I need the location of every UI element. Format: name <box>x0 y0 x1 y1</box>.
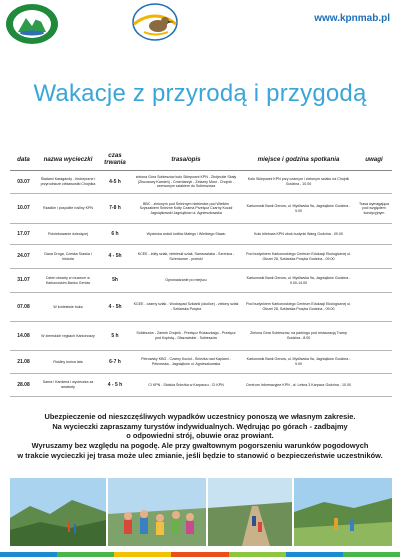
cell-place: Karkonoski Bank Genów, ul. Myśliwska 9a, Jagniątków Godzina - 9.00 <box>241 351 356 374</box>
table-row <box>10 194 392 224</box>
cell-place: Karkonoski Bank Genów, ul. Myśliwska 9a, Jagniątków Godzina - 9.00-14.00 <box>241 269 356 293</box>
photo-group <box>108 478 206 546</box>
table-header-row <box>10 148 392 171</box>
notice-line: o odpowiedni strój, obuwie oraz prowiant. <box>126 431 274 440</box>
header-place: miejsce i godzina spotkania <box>257 155 340 163</box>
cell-date: 31.07 <box>10 269 37 293</box>
color-strip-segment <box>114 552 171 557</box>
table-row <box>10 224 392 245</box>
header-notes: uwagi <box>365 155 383 163</box>
table-row <box>10 322 392 351</box>
color-strip-segment <box>343 552 400 557</box>
table-row <box>10 351 392 374</box>
cell-duration: 6 h <box>99 224 131 245</box>
cell-name: Rośliny końca lata <box>37 351 99 374</box>
cell-route: BBC - zielonym pod Śnieżnym niebieskie pod Wielkim Szyszakiem Śnieżne Kotły Czarna Przełęcz Czarny Kocioł Jagniątkowski Jagniątków ul. Agnieszkowska <box>131 194 241 224</box>
color-strip-segment <box>229 552 286 557</box>
cell-notes <box>356 322 392 351</box>
cell-place: Centrum Informacyjne KPN , ul. Leśna 3 Karpacz Godzina - 10.00 <box>241 374 356 397</box>
bird-logo-icon <box>128 2 182 42</box>
notice-line: Ubezpieczenie od nieszczęśliwych wypadków uczestnicy ponoszą we własnym zakresie. <box>44 412 356 421</box>
cell-name: Śladami Karagandy - historyczne i przyrodnicze ciekawostki Chojnika <box>37 171 99 194</box>
cell-route: zielona Góra Sobieszów koło Sklepowni KPN - Zbójeckie Skały (Zbucaowy Kamień) - Cmentarzyk - Żelazny Most - Chojnik - czerwonym szlakiem do Sobieszowa <box>131 171 241 194</box>
table-row <box>10 293 392 322</box>
cell-name: Dana Droga, Czeska Sraska i historia <box>37 245 99 269</box>
insurance-notice <box>0 412 400 441</box>
header-date: data <box>17 155 30 163</box>
cell-notes <box>356 293 392 322</box>
cell-duration: 4 - 5h <box>99 245 131 269</box>
table-row <box>10 171 392 194</box>
photo-mountains <box>10 478 106 546</box>
header-name: nazwa wycieczki <box>43 155 93 163</box>
cell-route: Oprowadzanie po miejscu <box>131 269 241 293</box>
cell-date: 10.07 <box>10 194 37 224</box>
cell-date: 24.07 <box>10 245 37 269</box>
website-link[interactable]: www.kpnmab.pl <box>314 13 390 24</box>
photo-meadow <box>294 478 392 546</box>
cell-route: Sobieszów - Zamek Chojnik - Przełęcz Różaczkago - Przełęcz pod Kopistą - Głazowiskie - Sobieszów <box>131 322 241 351</box>
cell-route: KCEE - czarny szlak - Wodospad Szklarki (okolice) - zielony szlak - Szklarska Poręba <box>131 293 241 322</box>
cell-name: Poiniekowanie dziecięcej <box>37 224 99 245</box>
cell-route: Petrowsky KBG - Czarny Kocioł - Śnieżka nad Kaplami - Petrowska - Jagniątków ul. Agnieszkowska <box>131 351 241 374</box>
notice-line: w trakcie wycieczki jej trasa może ulec zmianie, jeśli będzie to stanowić o bezpieczeństwie uczestników. <box>17 450 383 460</box>
page-header <box>0 0 400 48</box>
cell-date: 03.07 <box>10 171 37 194</box>
cell-notes <box>356 351 392 374</box>
notice-line: Wyruszamy bez względu na pogodę. Ale przy gwałtownym pogorszeniu warunków pogodowych <box>31 441 369 450</box>
national-park-logo <box>4 2 60 46</box>
cell-duration: 4 - 5h <box>99 293 131 322</box>
cell-date: 28.08 <box>10 374 37 397</box>
photo-strip <box>10 478 392 546</box>
color-strip-segment <box>286 552 343 557</box>
table-row <box>10 269 392 293</box>
photo-trail <box>208 478 292 546</box>
cell-notes <box>356 171 392 194</box>
color-strip-segment <box>57 552 114 557</box>
cell-date: 21.08 <box>10 351 37 374</box>
cell-name: Dzień otwarty w muzeum w Karkonoskim Banku Genów <box>37 269 99 293</box>
cell-name: W królestwie buka <box>37 293 99 322</box>
cell-notes <box>356 374 392 397</box>
cell-notes <box>356 224 392 245</box>
cell-notes <box>356 245 392 269</box>
cell-name: Rzadkie i pospolite rośliny KPN <box>37 194 99 224</box>
notice-line: Na wycieczki zapraszamy turystów indywidualnych. Wędrując po górach - zadbajmy <box>52 421 348 431</box>
color-strip-segment <box>0 552 57 557</box>
cell-place: Koło biletowa KPN obok budynki Wang Godzina - 09.00 <box>241 224 356 245</box>
cell-notes: Trasa wymagająca pod względem kondycyjnym <box>356 194 392 224</box>
table-row <box>10 245 392 269</box>
cell-route: Wyciecka wokół kotłów Małego i Wielkiego Stawu <box>131 224 241 245</box>
cell-date: 17.07 <box>10 224 37 245</box>
page-title: Wakacje z przyrodą i przygodą <box>33 80 367 107</box>
cell-duration: 4-5 h <box>99 171 131 194</box>
cell-route: CI KPN - Słoiska Śnieżka w Karpaczu - CI KPN <box>131 374 241 397</box>
cell-route: KCEE - żółty szlak, niebieski szlak, Samsowiaka - Szrenica - Szrenicowe - przeski <box>131 245 241 269</box>
cell-notes <box>356 269 392 293</box>
header-duration: czas trwania <box>104 152 126 166</box>
cell-name: Sarna i Kamiena i wycieczka za amatorty <box>37 374 99 397</box>
cell-date: 14.08 <box>10 322 37 351</box>
cell-duration: 5h <box>99 269 131 293</box>
cell-date: 07.08 <box>10 293 37 322</box>
header-route: trasa/opis <box>171 155 201 163</box>
cell-name: W ziemskich regkach Karkonoszy <box>37 322 99 351</box>
cell-duration: 5 h <box>99 322 131 351</box>
color-strip <box>0 552 400 557</box>
cell-duration: 7-8 h <box>99 194 131 224</box>
cell-place: Koło Sklepowni KPN przy czarnym i zielonym szlaku na Chojnik Godzina - 10.00 <box>241 171 356 194</box>
cell-place: Zielona Góra Sobieszów, na parkingu pod restauracją Tramp Godzina - 8.00 <box>241 322 356 351</box>
cell-duration: 4 - 5 h <box>99 374 131 397</box>
cell-duration: 6-7 h <box>99 351 131 374</box>
table-row <box>10 374 392 397</box>
color-strip-segment <box>171 552 228 557</box>
schedule-table <box>10 148 392 397</box>
cell-place: Pod budynkiem Karkonoskiego Centrum Edukacji Ekologicznej ul. Okrzei 28, Szklarska Poręba Godzina - 09.00 <box>241 293 356 322</box>
cell-place: Karkonoski Bank Genów, ul. Myśliwska 9a, Jagniątków Godzina - 9.00 <box>241 194 356 224</box>
weather-notice <box>0 441 400 460</box>
cell-place: Pod budynkiem Karkonoskiego Centrum Edukacji Ekologicznej ul. Okrzei 28, Szklarska Poręba Godzina - 09.00 <box>241 245 356 269</box>
